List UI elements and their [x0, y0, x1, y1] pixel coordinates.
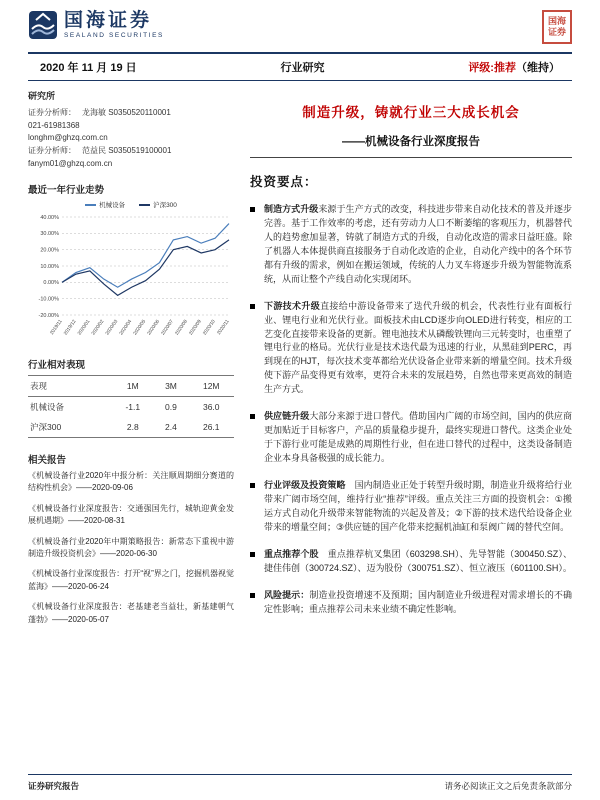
- svg-text:2020/05: 2020/05: [133, 319, 148, 337]
- svg-text:2020/07: 2020/07: [160, 319, 175, 337]
- footer-left: 证券研究报告: [28, 781, 80, 791]
- section-title-investment-highlights: 投资要点：: [250, 175, 318, 189]
- industry-trend-chart: [28, 200, 234, 343]
- svg-text:2019/11: 2019/11: [49, 319, 64, 337]
- perf-header-cell: 12M: [202, 381, 220, 391]
- svg-text:2020/04: 2020/04: [119, 319, 134, 337]
- analyst-email: longhm@ghzq.com.cn: [28, 133, 108, 142]
- table-row: [28, 397, 234, 418]
- bullet-lead: 重点推荐个股: [264, 548, 319, 559]
- subtitle-divider: [250, 157, 572, 158]
- analyst-phone: 021-61981368: [28, 121, 80, 130]
- svg-text:2020/03: 2020/03: [105, 319, 120, 337]
- brand-name: 国海证券: [64, 9, 153, 31]
- svg-text:2020/01: 2020/01: [77, 319, 92, 337]
- perf-cell: 36.0: [202, 402, 220, 412]
- bullet-lead: 下游技术升级: [264, 300, 321, 311]
- table-row: [28, 417, 234, 438]
- bullet-lead: 制造方式升级: [264, 204, 319, 214]
- trend-line-chart: [28, 211, 234, 343]
- main-content: [250, 89, 572, 774]
- svg-text:-10.00%: -10.00%: [38, 296, 59, 303]
- bullet-text: 重点推荐杭叉集团（603298.SH）、先导智能（300450.SZ）、捷佳伟创（300724.SZ）、迈为股份（300751.SZ）、恒立液压（601100.SH）。: [264, 548, 572, 573]
- legend-item-csi300: [139, 200, 177, 209]
- bullet-lead: 行业评级及投资策略: [264, 479, 346, 490]
- analyst-row-2: [28, 145, 234, 156]
- bullet-text: 制造业投资增速不及预期；国内制造业升级进程对需求增长的不确定性影响；重点推荐公司未来业绩不确定性影响。: [264, 589, 572, 614]
- trend-chart-title: 最近一年行业走势: [28, 185, 105, 196]
- perf-cell: 0.9: [165, 402, 177, 412]
- related-report-item: 《机械设备行业2020年中报分析：关注顺周期细分赛道的结构性机会》——2020-09-06: [28, 471, 234, 493]
- perf-cell: 26.1: [202, 422, 220, 432]
- table-header-row: [28, 376, 234, 397]
- legend-label: 沪深300: [153, 202, 177, 209]
- svg-text:20.00%: 20.00%: [40, 247, 59, 254]
- report-subtitle: ——机械设备行业深度报告: [342, 136, 480, 148]
- bullet-item: [250, 203, 572, 287]
- bullet-lead: 风险提示：: [264, 589, 310, 600]
- bullet-body: [264, 410, 572, 466]
- bullet-item: [250, 479, 572, 535]
- chart-legend: [28, 200, 234, 209]
- research-institute-label: 研究所: [28, 91, 56, 101]
- performance-table-title: 行业相对表现: [28, 360, 86, 371]
- page-footer: [28, 774, 572, 792]
- footer-right: 请务必阅读正文之后免责条款部分: [444, 781, 572, 791]
- bullet-item: [250, 410, 572, 466]
- svg-text:2020/06: 2020/06: [147, 319, 162, 337]
- legend-swatch: [139, 204, 150, 206]
- brand: [28, 10, 164, 40]
- svg-text:30.00%: 30.00%: [40, 231, 59, 238]
- red-seal-stamp: 国海 证券: [542, 10, 572, 44]
- bullet-body: [264, 300, 572, 398]
- perf-cell: -1.1: [125, 402, 141, 412]
- svg-text:2020/10: 2020/10: [202, 319, 217, 337]
- brand-subtitle: SEALAND SECURITIES: [64, 31, 164, 39]
- rating-maintained: （维持）: [515, 62, 560, 74]
- related-report-item: 《机械设备行业深度报告：老基建老当益壮，新基建朝气蓬勃》——2020-05-07: [28, 602, 234, 624]
- perf-cell: 机械设备: [30, 402, 65, 412]
- legend-label: 机械设备: [99, 202, 126, 209]
- bullet-body: [264, 479, 572, 535]
- related-reports-title: 相关报告: [28, 455, 67, 466]
- bullet-text: 大部分来源于进口替代。借助国内广阔的市场空间，国内的供应商更加贴近于目标客户，产品的质量稳步提升，最终实现进口替代。这类企业处于下游行业可能是成熟的周期性行业，但在进口替代的过程中，这类设备制造企业本身具备极强的成长能力。: [264, 411, 572, 463]
- bullet-item: [250, 548, 572, 576]
- svg-text:2020/11: 2020/11: [216, 319, 231, 337]
- svg-text:10.00%: 10.00%: [40, 263, 59, 270]
- svg-text:2020/08: 2020/08: [174, 319, 189, 337]
- legend-item-machinery: [85, 200, 125, 209]
- brand-text: [64, 11, 164, 40]
- related-report-item: 《机械设备行业深度报告：打开“视”界之门，挖掘机器视觉蓝海》——2020-06-24: [28, 569, 234, 591]
- svg-text:-20.00%: -20.00%: [38, 312, 59, 319]
- svg-text:2020/02: 2020/02: [91, 319, 106, 337]
- sealand-logo-icon: [28, 10, 58, 40]
- analyst-email: fanym01@ghzq.com.cn: [28, 159, 113, 168]
- analyst-label: 证券分析师：: [28, 146, 76, 155]
- rating-value: 评级:推荐: [468, 62, 516, 74]
- bullet-text: 国内制造业正处于转型升级时期，制造业升级将给行业带来广阔市场空间，维持行业“推荐”评级。重点关注三方面的投资机会：①搬运方式自动化升级带来智能物流的兴起及普及；②下游的技术迭代给设备企业带来的增量空间；③供应链的国产化带来挖掘机油缸和泵阀广阔的替代空间。: [264, 479, 572, 532]
- report-category: 行业研究: [280, 62, 325, 74]
- svg-text:2019/12: 2019/12: [63, 319, 78, 337]
- related-report-item: 《机械设备行业2020年中期策略报告：新常态下重视中游制造升级投资机会》——2020-06-30: [28, 536, 234, 558]
- perf-header-cell: 表现: [30, 381, 48, 391]
- perf-header-cell: 3M: [165, 381, 177, 391]
- svg-text:40.00%: 40.00%: [40, 214, 59, 221]
- report-rating: [468, 59, 560, 75]
- page-header: [28, 10, 572, 52]
- analyst-row-1: [28, 107, 234, 118]
- bullet-body: [264, 203, 572, 287]
- svg-text:2020/09: 2020/09: [188, 319, 203, 337]
- report-title: 制造升级，铸就行业三大成长机会: [302, 105, 520, 120]
- bullet-text: 直接给中游设备带来了迭代升级的机会，代表性行业有面板行业、锂电行业和光伏行业。面板技术由LCD逐步向OLED进行转变，相应的工艺变化直接带来设备的更新。锂电池技术从磷酸铁锂向三元转变时，也重塑了锂电行业的格局。光伏行业是技术迭代最为迅速的行业，从黑硅到PERC，再到现在的HJT，每次技术变革都给光伏设备企业带来新的增量空间。技术升级使下游产品变得更有效率，更符合未来的发展趋势，自然也带来更高效的制造生产方式。: [264, 300, 572, 395]
- bullet-item: [250, 589, 572, 617]
- perf-cell: 2.4: [165, 422, 177, 432]
- svg-text:0.00%: 0.00%: [43, 280, 59, 287]
- analyst-name-id: 范益民 S0350519100001: [82, 146, 172, 155]
- perf-header-cell: 1M: [126, 381, 139, 391]
- bullet-body: [264, 548, 572, 576]
- report-date: 2020 年 11 月 19 日: [40, 62, 137, 74]
- bullet-text: 来源于生产方式的改变，科技进步带来自动化技术的普及并逐步完善。基于工作效率的考虑，还有劳动力人口不断萎缩的客观压力，机器替代人的趋势愈加显著，铸就了制造方式的升级，自动化改造的需求日益旺盛。除了机器人本体提供商直接服务于自动化改造的企业，自动化产线中的各个环节都有升级的需求，例如在搬运领域，传统的人力叉车将逐步升级为智能物流系统，从而让整个产线自动化实现闭环。: [264, 204, 572, 284]
- perf-cell: 2.8: [126, 422, 139, 432]
- bullet-square-icon: [250, 304, 255, 309]
- analyst-name-id: 龙海敏 S0350520110001: [82, 108, 171, 117]
- report-meta-bar: [28, 52, 572, 81]
- legend-swatch: [85, 204, 96, 206]
- bullet-square-icon: [250, 552, 255, 557]
- sidebar: [28, 89, 234, 774]
- bullet-body: [264, 589, 572, 617]
- related-report-item: 《机械设备行业深度报告：交通强国先行，城轨迎黄金发展机遇期》——2020-08-31: [28, 503, 234, 526]
- bullet-square-icon: [250, 593, 255, 598]
- bullet-item: [250, 300, 572, 398]
- bullet-square-icon: [250, 483, 255, 488]
- perf-cell: 沪深300: [30, 422, 62, 432]
- bullet-lead: 供应链升级: [264, 411, 310, 422]
- performance-table: [28, 375, 234, 438]
- bullet-square-icon: [250, 207, 255, 212]
- analyst-label: 证券分析师：: [28, 108, 76, 117]
- bullet-square-icon: [250, 414, 255, 419]
